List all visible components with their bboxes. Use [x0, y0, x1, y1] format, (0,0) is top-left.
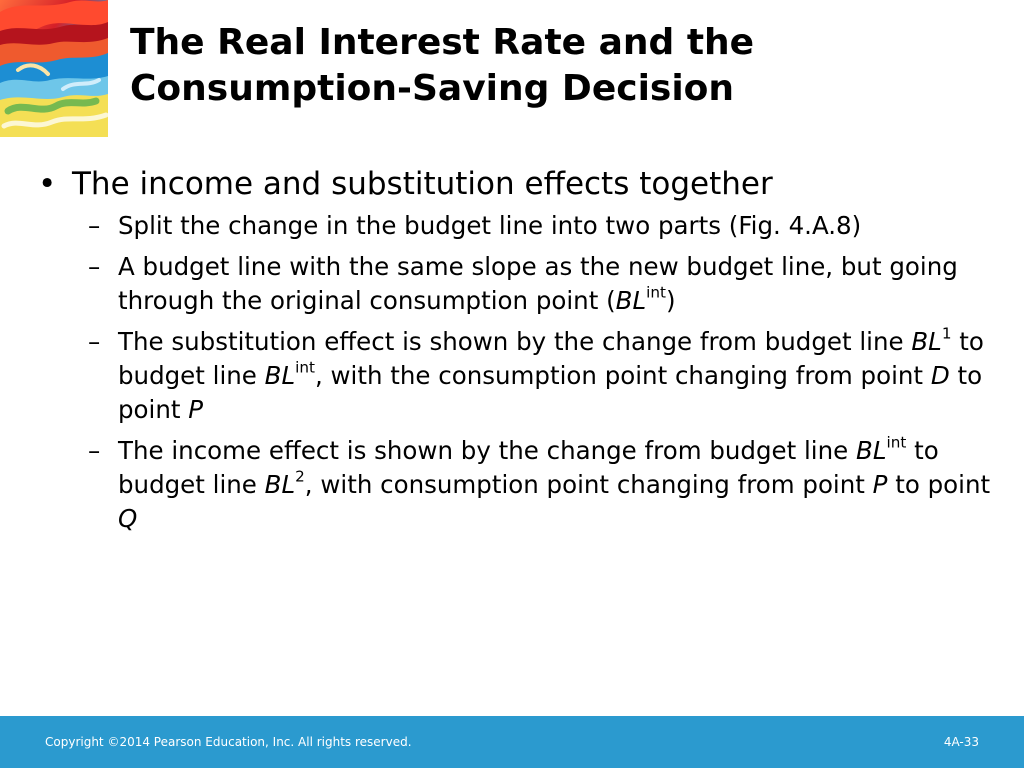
- slide-content: [36, 163, 1011, 543]
- sub-bullet-2: [36, 250, 1011, 318]
- point-symbol: P: [188, 395, 204, 424]
- copyright-text: Copyright ©2014 Pearson Education, Inc. All rights reserved.: [45, 735, 412, 749]
- sub-bullet-text-segment: , with consumption point changing from point: [304, 470, 873, 499]
- bullet-marker: •: [38, 166, 57, 202]
- main-bullet-text: The income and substitution effects together: [72, 166, 773, 202]
- sub-bullet-3: [36, 325, 1011, 427]
- sub-bullet-text-segment: to budget line: [118, 327, 984, 390]
- slide-number: 4A-33: [943, 735, 979, 749]
- sub-bullet-list: [36, 209, 1011, 536]
- slide-title: [130, 20, 990, 112]
- budget-line-superscript: int: [646, 283, 666, 302]
- sub-bullet-text-segment: to budget line: [118, 436, 939, 499]
- sub-bullet-dash: –: [88, 436, 101, 465]
- sub-bullet-text-segment: The income effect is shown by the change from budget line: [118, 436, 857, 465]
- sub-bullet-text-segment: The substitution effect is shown by the change from budget line: [118, 327, 912, 356]
- budget-line-symbol: BL: [615, 286, 647, 315]
- sub-bullet-1: [36, 209, 1011, 243]
- sub-bullet-text-segment: ): [665, 286, 676, 315]
- sub-bullet-text-segment: to point: [887, 470, 991, 499]
- slide-footer: [0, 716, 1024, 768]
- sub-bullet-dash: –: [88, 211, 101, 240]
- slide-title-line-2: Consumption-Saving Decision: [130, 68, 735, 109]
- budget-line-superscript: 1: [941, 324, 952, 343]
- abstract-painting-icon: [0, 0, 108, 137]
- budget-line-symbol: BL: [911, 327, 942, 356]
- point-symbol: Q: [118, 504, 138, 533]
- sub-bullet-text-segment: to point: [118, 361, 983, 424]
- budget-line-superscript: int: [886, 433, 907, 452]
- budget-line-superscript: 2: [295, 467, 305, 486]
- sub-bullet-dash: –: [88, 252, 101, 281]
- point-symbol: P: [872, 470, 888, 499]
- sub-bullet-4: [36, 434, 1011, 536]
- main-bullet: [36, 163, 1011, 205]
- sub-bullet-dash: –: [88, 327, 101, 356]
- budget-line-symbol: BL: [264, 470, 296, 499]
- budget-line-symbol: BL: [264, 361, 296, 390]
- budget-line-symbol: BL: [856, 436, 887, 465]
- sub-bullet-text-segment: , with the consumption point changing from point: [314, 361, 931, 390]
- point-symbol: D: [930, 361, 950, 390]
- slide-title-line-1: The Real Interest Rate and the: [130, 22, 755, 63]
- sub-bullet-text-segment: Split the change in the budget line into two parts (Fig. 4.A.8): [118, 211, 862, 240]
- budget-line-superscript: int: [295, 358, 315, 377]
- sub-bullet-text-segment: A budget line with the same slope as the new budget line, but going through the original consumption point (: [118, 252, 958, 315]
